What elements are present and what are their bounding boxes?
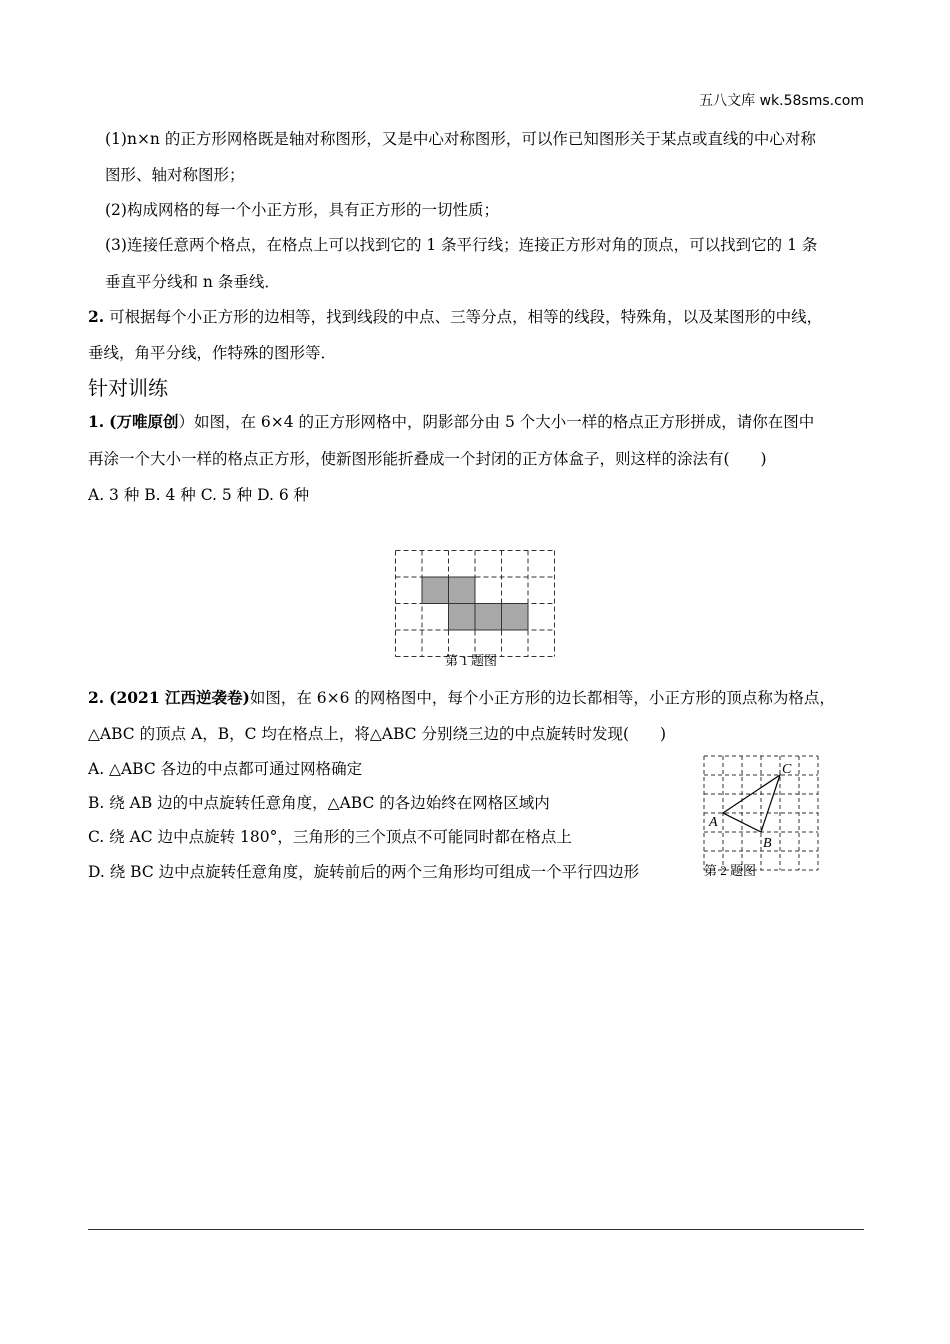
site-header: 五八文库 wk.58sms.com <box>699 93 864 109</box>
q2-option-a: A. △ABC 各边的中点都可通过网格确定 <box>88 760 363 778</box>
q2-line-a <box>88 686 835 708</box>
q2-figure <box>696 748 826 878</box>
q2-option-c: C. 绕 AC 边中点旋转 180°，三角形的三个顶点不可能同时都在格点上 <box>88 828 572 846</box>
item-text: 可根据每个小正方形的边相等，找到线段的中点、三等分点，相等的线段，特殊角，以及某图形的中线， <box>104 308 823 326</box>
q2-option-d: D. 绕 BC 边中点旋转任意角度，旋转前后的两个三角形均可组成一个平行四边形 <box>88 863 640 881</box>
q1-options: A. 3 种 B. 4 种 C. 5 种 D. 6 种 <box>88 486 310 504</box>
vertex-a-label: A <box>709 815 718 830</box>
note-2: (2)构成网格的每一个小正方形，具有正方形的一切性质； <box>105 201 499 219</box>
shaded-square <box>449 604 476 631</box>
vertex-c-label: C <box>782 762 792 777</box>
q1-figure <box>390 545 560 670</box>
q2-grid <box>704 756 818 870</box>
q1-caption: 第 1 题图 <box>444 653 498 668</box>
note-3a: (3)连接任意两个格点，在格点上可以找到它的 1 条平行线；连接正方形对角的顶点，可以找到它的 1 条 <box>105 236 818 254</box>
q1-line-a <box>88 410 814 432</box>
q1-number: 1. <box>88 412 105 431</box>
shaded-square <box>449 577 476 604</box>
item-number: 2. <box>88 307 105 326</box>
q2-text: 如图，在 6×6 的网格图中，每个小正方形的边长都相等，小正方形的顶点称为格点， <box>249 689 835 707</box>
q2-line-b: △ABC 的顶点 A，B，C 均在格点上，将△ABC 分别绕三边的中点旋转时发现( ) <box>88 725 667 743</box>
q2-option-b: B. 绕 AB 边的中点旋转任意角度，△ABC 的各边始终在网格区域内 <box>88 794 550 812</box>
q2-caption: 第 2 题图 <box>703 863 757 878</box>
q1-line-b: 再涂一个大小一样的格点正方形，使新图形能折叠成一个封闭的正方体盒子，则这样的涂法有( ) <box>88 450 767 468</box>
note-3b: 垂直平分线和 n 条垂线． <box>105 273 280 291</box>
note-1b: 图形、轴对称图形； <box>105 166 245 184</box>
note-item-2b: 垂线，角平分线，作特殊的图形等． <box>88 344 337 362</box>
shaded-square <box>422 577 449 604</box>
section-title: 针对训练 <box>88 376 168 400</box>
shaded-square <box>475 604 502 631</box>
note-1a: (1)n×n 的正方形网格既是轴对称图形，又是中心对称图形，可以作已知图形关于某点或直线的中心对称 <box>105 130 816 148</box>
q2-number: 2. <box>88 688 105 707</box>
triangle-abc <box>723 775 780 832</box>
q2-source: (2021 江西逆袭卷) <box>109 688 250 707</box>
footer-rule <box>88 1229 864 1230</box>
note-item-2 <box>88 305 822 327</box>
vertex-b-label: B <box>763 836 772 851</box>
shaded-square <box>502 604 529 631</box>
q1-text: ）如图，在 6×4 的正方形网格中，阴影部分由 5 个大小一样的格点正方形拼成，请你在图中 <box>178 413 815 431</box>
q1-grid <box>396 551 555 657</box>
q1-source: (万唯原创 <box>109 412 179 431</box>
